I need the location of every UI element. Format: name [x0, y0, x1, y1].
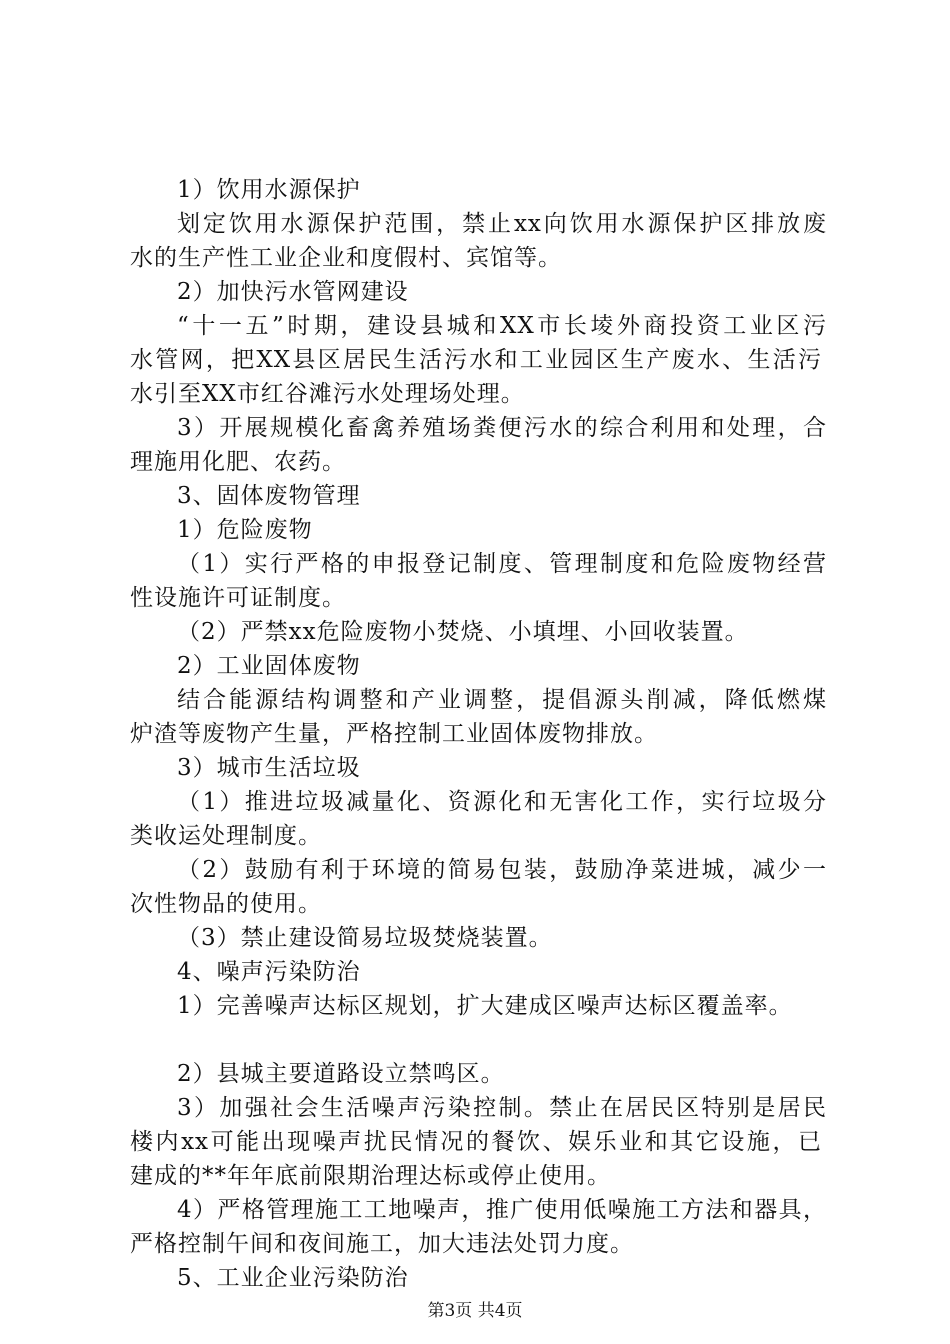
paragraph-line: 炉渣等废物产生量，严格控制工业固体废物排放。 [130, 721, 658, 747]
paragraph-line: （1）推进垃圾减量化、资源化和无害化工作，实行垃圾分 [177, 789, 827, 815]
paragraph-line: 水引至XX市红谷滩污水处理场处理。 [130, 381, 525, 407]
paragraph-line: 结合能源结构调整和产业调整，提倡源头削减，降低燃煤 [177, 687, 827, 713]
paragraph-line: 楼内xx可能出现噪声扰民情况的餐饮、娱乐业和其它设施，已 [130, 1129, 822, 1155]
paragraph-line: 3）加强社会生活噪声污染控制。禁止在居民区特别是居民 [177, 1095, 827, 1121]
heading-noise-pollution: 4、噪声污染防治 [177, 959, 361, 985]
heading-urban-garbage: 3）城市生活垃圾 [177, 755, 361, 781]
heading-industrial-pollution: 5、工业企业污染防治 [177, 1265, 409, 1291]
heading-solid-waste: 3、固体废物管理 [177, 483, 361, 509]
paragraph-line: 性设施许可证制度。 [130, 585, 346, 611]
paragraph-line: 类收运处理制度。 [130, 823, 322, 849]
paragraph-line: 理施用化肥、农药。 [130, 449, 346, 475]
paragraph-line: 水管网，把XX县区居民生活污水和工业园区生产废水、生活污 [130, 347, 822, 373]
paragraph-line: 1）完善噪声达标区规划，扩大建成区噪声达标区覆盖率。 [177, 993, 793, 1019]
page-footer: 第3页 共4页 [427, 1301, 523, 1321]
paragraph-line: 建成的**年年底前限期治理达标或停止使用。 [130, 1163, 611, 1189]
paragraph-line: 2）县城主要道路设立禁鸣区。 [177, 1061, 505, 1087]
paragraph-line: （2）鼓励有利于环境的简易包装，鼓励净菜进城，减少一 [177, 857, 827, 883]
heading-hazardous-waste: 1）危险废物 [177, 517, 313, 543]
paragraph-line: （2）严禁xx危险废物小焚烧、小填埋、小回收装置。 [177, 619, 749, 645]
paragraph-line: 4）严格管理施工工地噪声，推广使用低噪施工方法和器具， [177, 1197, 827, 1223]
paragraph-line: 严格控制午间和夜间施工，加大违法处罚力度。 [130, 1231, 634, 1257]
paragraph-line: 3）开展规模化畜禽养殖场粪便污水的综合利用和处理，合 [177, 415, 827, 441]
paragraph-line: 次性物品的使用。 [130, 891, 322, 917]
paragraph-line: “十一五”时期，建设县城和XX市长堎外商投资工业区污 [177, 313, 827, 339]
heading-industrial-solid-waste: 2）工业固体废物 [177, 653, 361, 679]
heading-sewage-network: 2）加快污水管网建设 [177, 279, 409, 305]
paragraph-line: 水的生产性工业企业和度假村、宾馆等。 [130, 245, 562, 271]
paragraph-line: （3）禁止建设简易垃圾焚烧装置。 [177, 925, 553, 951]
heading-drinking-water: 1）饮用水源保护 [177, 177, 361, 203]
paragraph-line: （1）实行严格的申报登记制度、管理制度和危险废物经营 [177, 551, 827, 577]
paragraph-line: 划定饮用水源保护范围，禁止xx向饮用水源保护区排放废 [177, 211, 827, 237]
